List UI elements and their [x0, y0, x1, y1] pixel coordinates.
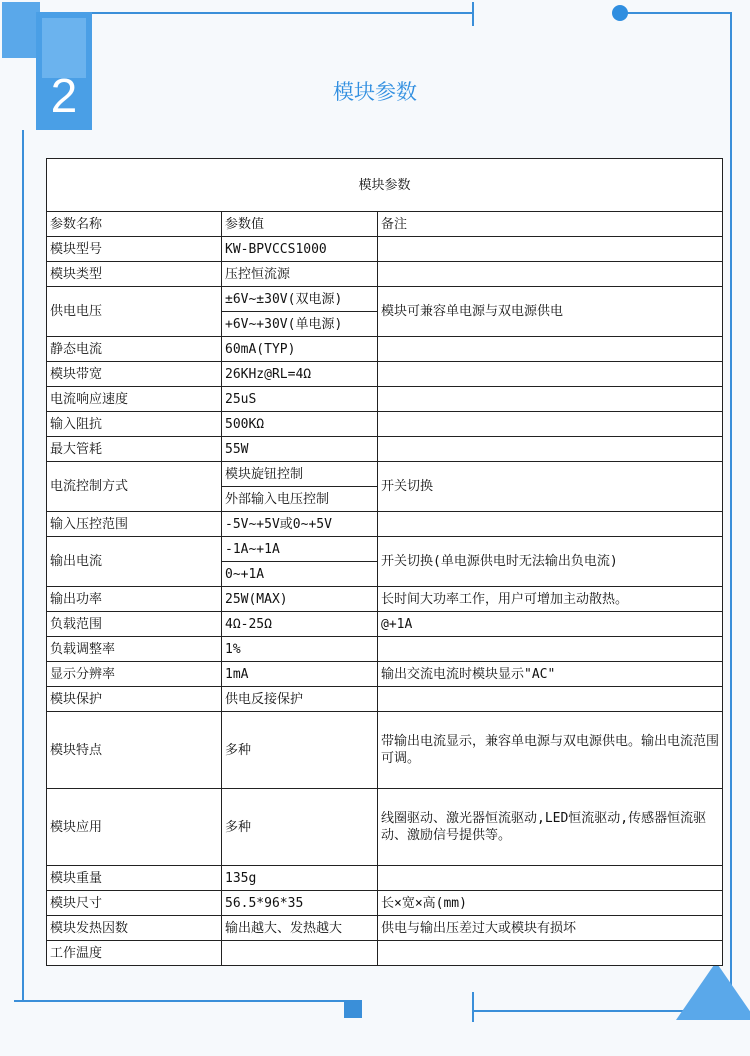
table-row [47, 612, 723, 637]
param-value: 1% [222, 637, 378, 662]
param-note: 长时间大功率工作，用户可增加主动散热。 [378, 587, 723, 612]
param-note: @+1A [378, 612, 723, 637]
param-note: 线圈驱动、激光器恒流驱动,LED恒流驱动,传感器恒流驱动、激励信号提供等。 [378, 789, 723, 866]
param-name: 模块带宽 [47, 362, 222, 387]
param-name: 模块特点 [47, 712, 222, 789]
frame-top-right-line [624, 12, 732, 14]
param-name: 模块型号 [47, 237, 222, 262]
table-row [47, 262, 723, 287]
param-note: 供电与输出压差过大或模块有损坏 [378, 916, 723, 941]
param-value: 0~+1A [222, 562, 378, 587]
table-row [47, 387, 723, 412]
table-row [47, 687, 723, 712]
param-note [378, 637, 723, 662]
param-value: 多种 [222, 712, 378, 789]
param-note [378, 512, 723, 537]
param-note: 输出交流电流时模块显示"AC" [378, 662, 723, 687]
param-value: 多种 [222, 789, 378, 866]
param-value: 26KHz@RL=4Ω [222, 362, 378, 387]
frame-dot [612, 5, 628, 21]
table-row [47, 537, 723, 562]
param-value: 1mA [222, 662, 378, 687]
frame-bottom-tick [472, 992, 474, 1022]
param-value: 60mA(TYP) [222, 337, 378, 362]
param-value: KW-BPVCCS1000 [222, 237, 378, 262]
param-name: 输出电流 [47, 537, 222, 587]
param-name: 模块重量 [47, 866, 222, 891]
table-title-row [47, 159, 723, 212]
table-row [47, 662, 723, 687]
param-name: 静态电流 [47, 337, 222, 362]
table-row [47, 637, 723, 662]
param-value: 56.5*96*35 [222, 891, 378, 916]
param-value: 模块旋钮控制 [222, 462, 378, 487]
param-name: 模块应用 [47, 789, 222, 866]
param-note: 开关切换 [378, 462, 723, 512]
param-value: -1A~+1A [222, 537, 378, 562]
corner-triangle [676, 962, 750, 1020]
param-value: 供电反接保护 [222, 687, 378, 712]
table-row [47, 789, 723, 866]
param-value: 压控恒流源 [222, 262, 378, 287]
param-note [378, 262, 723, 287]
table-row [47, 587, 723, 612]
param-name: 电流响应速度 [47, 387, 222, 412]
param-value: ±6V~±30V(双电源) [222, 287, 378, 312]
frame-top-tick [472, 2, 474, 26]
param-value: 外部输入电压控制 [222, 487, 378, 512]
header-note: 备注 [378, 212, 723, 237]
param-note [378, 412, 723, 437]
param-name: 负载调整率 [47, 637, 222, 662]
param-note [378, 687, 723, 712]
param-value: 输出越大、发热越大 [222, 916, 378, 941]
table-row [47, 412, 723, 437]
section-number: 2 [50, 70, 78, 123]
param-note [378, 866, 723, 891]
param-note [378, 237, 723, 262]
table-row [47, 866, 723, 891]
table-row [47, 462, 723, 487]
param-note: 长×宽×高(mm) [378, 891, 723, 916]
table-row [47, 941, 723, 966]
table-row [47, 287, 723, 312]
param-value: -5V~+5V或0~+5V [222, 512, 378, 537]
table-header-row [47, 212, 723, 237]
param-value [222, 941, 378, 966]
param-note [378, 941, 723, 966]
table-row [47, 712, 723, 789]
table-row [47, 362, 723, 387]
table-row [47, 891, 723, 916]
param-name: 模块发热因数 [47, 916, 222, 941]
param-name: 显示分辨率 [47, 662, 222, 687]
table-row [47, 237, 723, 262]
param-name: 模块尺寸 [47, 891, 222, 916]
param-name: 输出功率 [47, 587, 222, 612]
header-name: 参数名称 [47, 212, 222, 237]
param-value: 4Ω-25Ω [222, 612, 378, 637]
param-value: 135g [222, 866, 378, 891]
param-name: 负载范围 [47, 612, 222, 637]
param-name: 最大管耗 [47, 437, 222, 462]
section-number-badge [36, 12, 92, 130]
page-heading: 模块参数 [333, 80, 417, 104]
parameter-table [46, 158, 723, 966]
table-row [47, 916, 723, 941]
frame-right-line [730, 12, 732, 1002]
table-row [47, 512, 723, 537]
param-value: 25W(MAX) [222, 587, 378, 612]
param-value: 55W [222, 437, 378, 462]
param-name: 工作温度 [47, 941, 222, 966]
param-name: 模块保护 [47, 687, 222, 712]
table-title: 模块参数 [47, 159, 723, 212]
param-name: 模块类型 [47, 262, 222, 287]
frame-bottom-line-left [14, 1000, 344, 1002]
param-name: 供电电压 [47, 287, 222, 337]
table-row [47, 437, 723, 462]
param-name: 输入压控范围 [47, 512, 222, 537]
frame-top-line [40, 12, 472, 14]
param-note: 带输出电流显示，兼容单电源与双电源供电。输出电流范围可调。 [378, 712, 723, 789]
frame-bottom-square [344, 1000, 362, 1018]
param-value: 25uS [222, 387, 378, 412]
param-note: 模块可兼容单电源与双电源供电 [378, 287, 723, 337]
header-value: 参数值 [222, 212, 378, 237]
param-note [378, 437, 723, 462]
frame-left-line [22, 130, 24, 1000]
param-note: 开关切换(单电源供电时无法输出负电流) [378, 537, 723, 587]
table-row [47, 337, 723, 362]
param-name: 输入阻抗 [47, 412, 222, 437]
param-note [378, 362, 723, 387]
param-value: 500KΩ [222, 412, 378, 437]
param-name: 电流控制方式 [47, 462, 222, 512]
param-value: +6V~+30V(单电源) [222, 312, 378, 337]
frame-top-left-block [2, 2, 40, 58]
param-note [378, 337, 723, 362]
param-note [378, 387, 723, 412]
